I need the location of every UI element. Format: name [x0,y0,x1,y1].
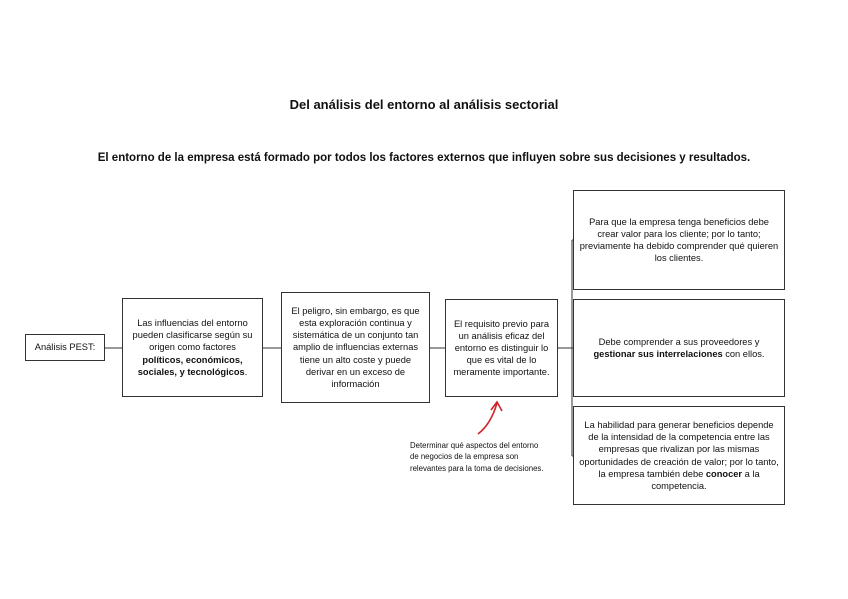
requisito-text: El requisito previo para un análisis eficaz del entorno es distinguir lo que es vital de lo meramente importante. [453,318,550,378]
annotation-note: Determinar qué aspectos del entorno de negocios de la empresa son relevantes para la toma de decisiones. [410,441,544,473]
proveedores-box [573,299,785,397]
peligro-box [281,292,430,403]
competencia-highlight: conocer [705,468,743,479]
influencias-factors: políticos, económicos, sociales, y tecnológicos [137,354,245,377]
annotation-arrow [478,403,497,434]
pest-label: Análisis PEST: [34,342,96,353]
competencia-text: La habilidad para generar beneficios depende de la intensidad de la competencia entre las empresas que rivalizan por las mismas oportunidades de creación de valor; por lo tanto, la empresa también debe [579,420,779,479]
pest-box [25,334,105,361]
valor-box [573,190,785,290]
influencias-end: . [244,366,248,377]
competencia-end: a la competencia. [651,468,760,491]
influencias-box [122,298,263,397]
page-subtitle: El entorno de la empresa está formado por todos los factores externos que influyen sobre sus decisiones y resultados. [97,152,751,164]
competencia-box [573,406,785,505]
page-title: Del análisis del entorno al análisis sectorial [289,97,559,112]
influencias-text: Las influencias del entorno pueden clasificarse según su origen como factores [132,318,253,353]
proveedores-end: con ellos. [722,349,765,359]
proveedores-highlight: gestionar sus interrelaciones [593,349,723,359]
proveedores-text: Debe comprender a sus proveedores y [598,336,760,347]
requisito-box [445,299,558,397]
peligro-text: El peligro, sin embargo, es que esta exploración continua y sistemática de un conjunto tan amplio de influencias externas tiene un alto coste y puede derivar en un exceso de información [291,306,420,389]
valor-text: Para que la empresa tenga beneficios debe crear valor para los cliente; por lo tanto; previamente ha debido comprender qué quieren los clientes. [579,216,779,264]
